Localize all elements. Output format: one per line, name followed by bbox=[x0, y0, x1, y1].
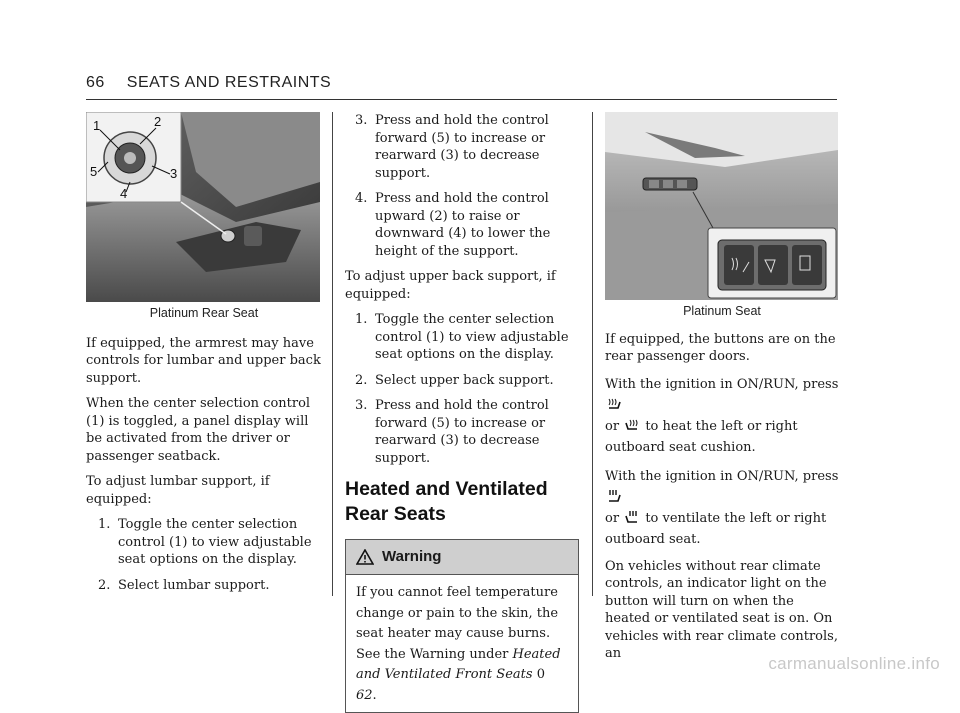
paragraph: If equipped, the armrest may have controls for lumbar and upper back support. bbox=[86, 335, 321, 386]
column-divider-left bbox=[332, 112, 333, 596]
list-item: 3. Press and hold the control forward (5) to increase or rearward (3) to decrease support. bbox=[355, 113, 549, 181]
callout-2: 2 bbox=[154, 114, 162, 129]
paragraph: When the center selection control (1) is toggled, a panel display will be activated from the driver or passenger seatback. bbox=[86, 396, 311, 464]
paragraph: With the ignition in ON/RUN, press or to ventilate the left or right outboard seat. bbox=[605, 468, 839, 547]
list-item: 3. Press and hold the control forward (5) to increase or rearward (3) to decrease support. bbox=[355, 398, 549, 466]
warning-title: Warning bbox=[382, 548, 442, 566]
warning-text: If you cannot feel temperature change or pain to the skin, the seat heater may cause burns. See the Warning under Heated and Ventilated Front Seats 0 62. bbox=[356, 585, 561, 703]
heated-seat-right-icon bbox=[625, 417, 639, 433]
figure-caption: Platinum Seat bbox=[683, 304, 761, 318]
right-column bbox=[605, 112, 839, 671]
paragraph: If equipped, the buttons are on the rear passenger doors. bbox=[605, 331, 836, 364]
ventilated-seat-left-icon bbox=[607, 488, 621, 504]
list-item: 2. Select upper back support. bbox=[355, 372, 554, 388]
warning-box bbox=[345, 539, 579, 713]
list-item: 2. Select lumbar support. bbox=[98, 577, 270, 593]
callout-4: 4 bbox=[120, 186, 128, 201]
paragraph: To adjust upper back support, if equipped: bbox=[345, 269, 556, 302]
paragraph: With the ignition in ON/RUN, press or to heat the left or right outboard seat cushion. bbox=[605, 376, 839, 455]
callout-1: 1 bbox=[93, 118, 101, 133]
rear-armrest-figure bbox=[86, 112, 320, 302]
page-ref-arrow: 0 bbox=[536, 667, 545, 682]
page-ref: 62 bbox=[356, 687, 373, 703]
column-divider-right bbox=[592, 112, 593, 596]
paragraph: To adjust lumbar support, if equipped: bbox=[86, 474, 270, 507]
section-heading: Heated and Ventilated Rear Seats bbox=[345, 478, 548, 525]
middle-column bbox=[345, 112, 579, 713]
list-item: 1. Toggle the center selection control (1) to view adjustable seat options on the display. bbox=[98, 517, 312, 567]
list-item: 1. Toggle the center selection control (1) to view adjustable seat options on the display. bbox=[355, 312, 569, 362]
watermark: carmanualsonline.info bbox=[768, 654, 940, 673]
page-number: 66 bbox=[86, 74, 105, 91]
page-header bbox=[86, 74, 331, 92]
paragraph: On vehicles without rear climate controls, an indicator light on the button will turn on when the heated or ventilated seat is on. On vehicles with rear climate controls, an bbox=[605, 558, 838, 661]
figure-caption: Platinum Rear Seat bbox=[149, 306, 259, 320]
list-item: 4. Press and hold the control upward (2) to raise or downward (4) to lower the height of the support. bbox=[355, 191, 551, 259]
cross-reference: Heated and Ventilated Front Seats bbox=[356, 646, 561, 682]
header-rule bbox=[86, 99, 837, 100]
callout-3: 3 bbox=[170, 166, 178, 181]
door-buttons-figure bbox=[605, 112, 838, 300]
heated-seat-left-icon bbox=[607, 396, 621, 412]
section-title: SEATS AND RESTRAINTS bbox=[126, 74, 332, 91]
left-column bbox=[86, 112, 322, 602]
warning-header bbox=[346, 540, 578, 575]
callout-5: 5 bbox=[90, 164, 98, 179]
warning-triangle-icon bbox=[356, 549, 374, 565]
ventilated-seat-right-icon bbox=[625, 509, 639, 525]
